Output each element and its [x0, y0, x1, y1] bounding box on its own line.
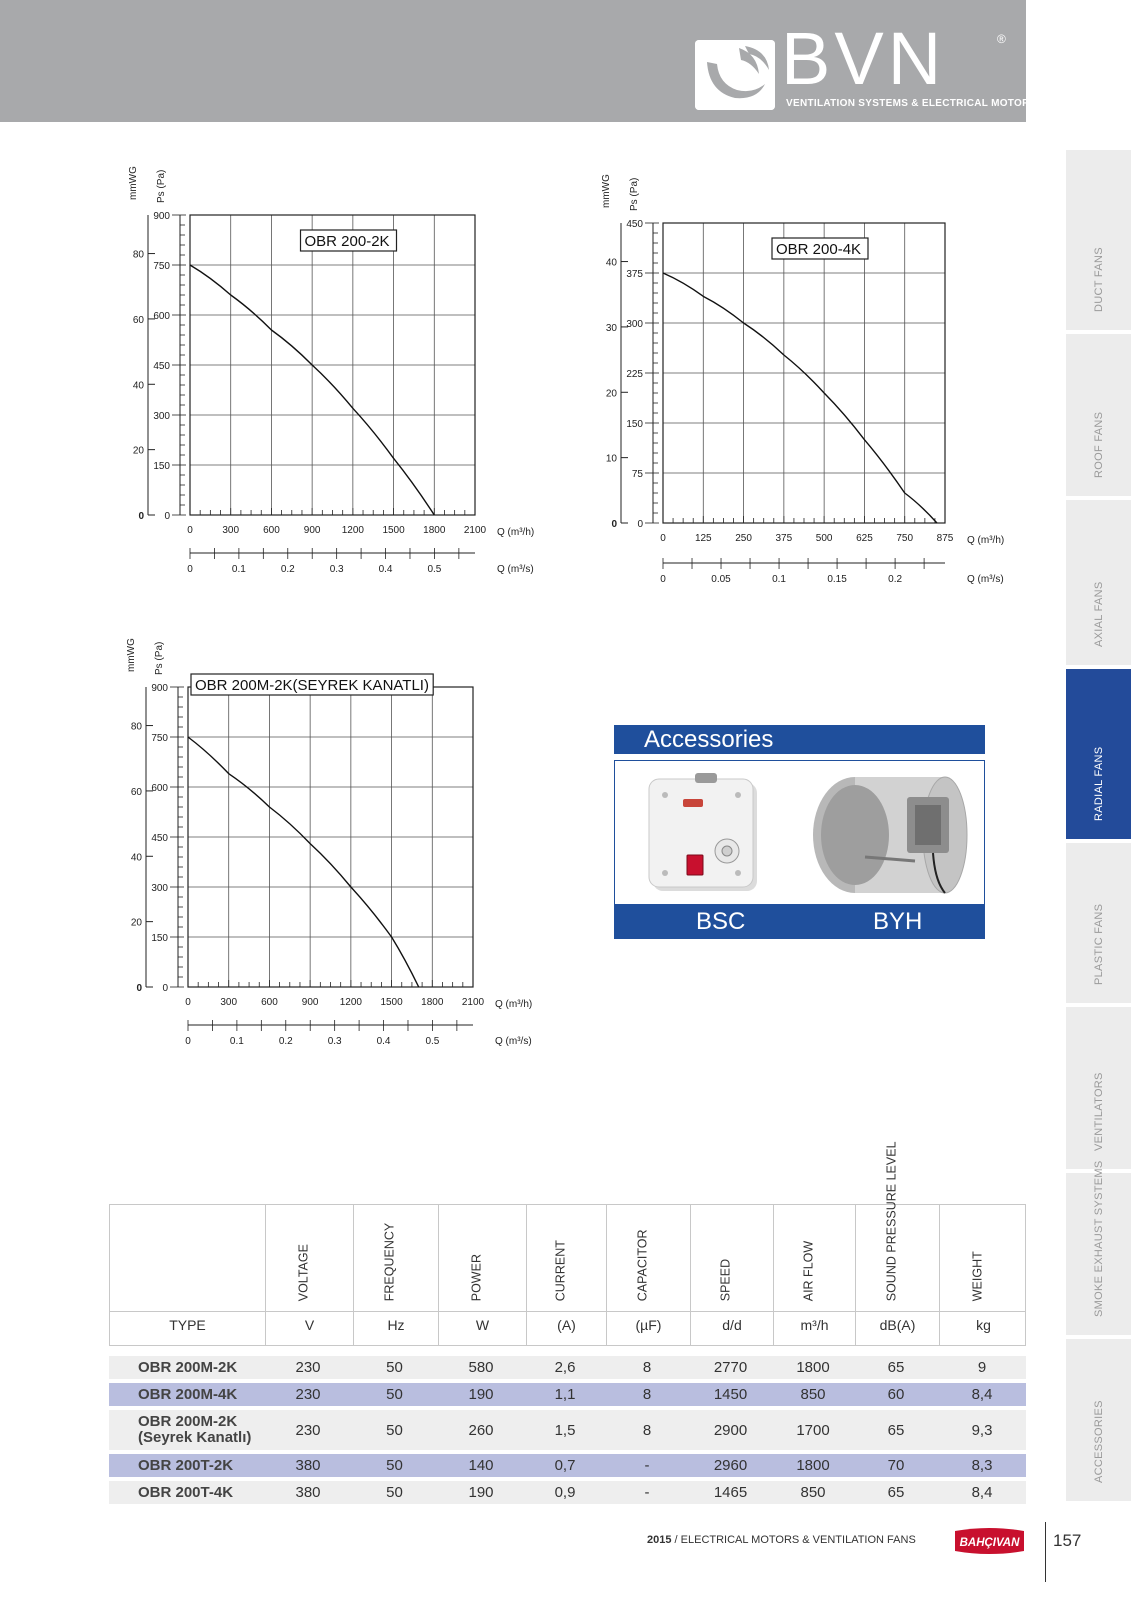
table-cell: 380: [295, 1484, 321, 1501]
row-type: OBR 200M-2K: [138, 1358, 238, 1376]
pa-tick-label: 300: [153, 411, 170, 422]
column-unit: (A): [557, 1317, 576, 1333]
table-cell: 8: [642, 1359, 652, 1376]
footer-caption: [647, 1534, 916, 1546]
table-cell: -: [644, 1484, 650, 1501]
column-label: WEIGHT: [970, 1250, 984, 1301]
table-cell: 260: [468, 1421, 494, 1439]
pa-tick-label: 0: [164, 511, 170, 522]
table-cell: 50: [386, 1359, 403, 1376]
table-cell: 65: [887, 1359, 905, 1376]
chart-obr-200-2k: [110, 160, 570, 580]
footer-separator: /: [671, 1534, 681, 1546]
mmwg-tick-label: 20: [605, 388, 617, 400]
x-tick-label: 0: [187, 525, 193, 536]
x2-axis-title: Q (m³/s): [497, 564, 534, 575]
pa-tick-label: 150: [153, 461, 170, 472]
tab-axial-fans[interactable]: AXIAL FANS: [1066, 500, 1131, 665]
footer-year: 2015: [647, 1534, 672, 1546]
bahcivan-badge: [951, 1527, 1028, 1555]
tab-plastic-fans[interactable]: PLASTIC FANS: [1066, 843, 1131, 1003]
table-cell: 850: [800, 1484, 826, 1501]
mmwg-tick-label: 40: [130, 852, 142, 864]
column-unit: V: [304, 1317, 315, 1333]
table-cell: 8,4: [971, 1386, 993, 1403]
pa-axis-title: Ps (Pa): [629, 177, 640, 211]
registered-mark: ®: [997, 32, 1006, 46]
x2-tick-label: 0.4: [376, 1036, 391, 1047]
table-row: [109, 1356, 1026, 1379]
table-cell: 0,7: [554, 1457, 576, 1474]
footer-text: ELECTRICAL MOTORS & VENTILATION FANS: [680, 1534, 916, 1546]
table-cell: 60: [887, 1386, 905, 1403]
mmwg-axis-title: mmWG: [128, 166, 139, 200]
x-tick-label: 1200: [341, 525, 364, 536]
table-cell: 9,3: [971, 1421, 993, 1439]
x2-tick-label: 0: [660, 574, 666, 585]
mmwg-tick-label: 60: [132, 314, 144, 326]
x-tick-label: 125: [694, 533, 712, 544]
accessories-title: Accessories: [614, 725, 985, 754]
mmwg-tick-label: 0: [136, 983, 142, 994]
x-tick-label: 300: [220, 997, 238, 1008]
x2-tick-label: 0: [187, 564, 193, 575]
x-tick-label: 1800: [421, 997, 444, 1008]
page-number: 157: [1053, 1531, 1082, 1550]
column-header-voltage: [265, 1205, 353, 1345]
pa-tick-label: 600: [153, 311, 170, 322]
column-unit: W: [475, 1317, 490, 1333]
table-cell: 1800: [796, 1359, 830, 1376]
chart-obr-200m-2k-seyrek: [108, 630, 568, 1050]
chart-title: OBR 200M-2K(SEYREK KANATLI): [195, 677, 429, 694]
pa-tick-label: 75: [631, 469, 643, 480]
mmwg-tick-label: 30: [605, 322, 617, 334]
column-header-frequency: [353, 1205, 438, 1345]
table-cell: 230: [295, 1421, 321, 1439]
column-header-capacitor: [606, 1205, 690, 1345]
mmwg-tick-label: 0: [611, 519, 617, 530]
x2-tick-label: 0.1: [229, 1036, 244, 1047]
table-cell: 50: [386, 1386, 403, 1403]
x-tick-label: 2100: [463, 525, 487, 536]
table-cell: 1,1: [554, 1386, 576, 1403]
column-label: CAPACITOR: [635, 1228, 649, 1301]
x-axis-title: Q (m³/h): [967, 535, 1005, 546]
table-cell: 50: [386, 1457, 403, 1474]
column-header-weight: [939, 1205, 1027, 1345]
table-cell: 2770: [713, 1359, 748, 1376]
x2-axis-title: Q (m³/s): [495, 1036, 532, 1047]
column-header-speed: [690, 1205, 773, 1345]
x2-tick-label: 0.3: [327, 1036, 342, 1047]
column-unit: d/d: [722, 1317, 742, 1333]
category-tabs: [1066, 150, 1131, 1505]
column-unit: kg: [976, 1317, 991, 1333]
chart-title: OBR 200-2K: [304, 233, 390, 250]
table-cell: 1,5: [554, 1421, 576, 1439]
x-axis-title: Q (m³/h): [497, 527, 535, 538]
column-label: POWER: [469, 1253, 483, 1301]
x-tick-label: 300: [222, 525, 240, 536]
table-cell: 1700: [796, 1421, 830, 1439]
brand-tagline: VENTILATION SYSTEMS & ELECTRICAL MOTORS: [786, 98, 1037, 109]
table-cell: 8,3: [971, 1457, 993, 1474]
column-label: VOLTAGE: [296, 1243, 310, 1301]
bsc-controller-image: [649, 773, 757, 891]
x-tick-label: 1200: [339, 997, 362, 1008]
table-cell: 850: [800, 1386, 826, 1403]
x-tick-label: 500: [815, 533, 833, 544]
table-row: [109, 1481, 1026, 1504]
table-cell: 50: [386, 1421, 403, 1439]
byh-damper-image: [813, 777, 967, 893]
mmwg-tick-label: 20: [130, 917, 142, 929]
x-tick-label: 375: [775, 533, 793, 544]
performance-curve: [188, 737, 419, 987]
table-row: [109, 1454, 1026, 1477]
pa-tick-label: 450: [151, 833, 168, 844]
mmwg-axis-title: mmWG: [601, 174, 612, 208]
x-tick-label: 1500: [382, 525, 405, 536]
table-cell: -: [644, 1457, 650, 1474]
tab-accessories[interactable]: ACCESSORIES: [1066, 1339, 1131, 1501]
chart-obr-200-4k: [585, 165, 1025, 585]
table-row: [109, 1383, 1026, 1406]
table-row: [109, 1410, 1026, 1450]
pa-tick-label: 750: [153, 261, 170, 272]
x2-tick-label: 0.5: [425, 1036, 440, 1047]
table-cell: 8: [642, 1386, 652, 1403]
footer-divider: [1045, 1522, 1046, 1582]
pa-tick-label: 300: [626, 319, 643, 330]
brand-logo: [695, 17, 1037, 114]
x-axis-title: Q (m³/h): [495, 999, 533, 1010]
pa-tick-label: 900: [151, 683, 168, 694]
x2-tick-label: 0: [185, 1036, 191, 1047]
x2-tick-label: 0.2: [280, 564, 295, 575]
table-cell: 190: [468, 1386, 494, 1403]
tab-duct-fans[interactable]: DUCT FANS: [1066, 150, 1131, 330]
mmwg-tick-label: 80: [132, 249, 144, 261]
table-cell: 1800: [796, 1457, 830, 1474]
column-header-sound-pressure-level: [855, 1140, 939, 1345]
type-header: TYPE: [169, 1317, 206, 1333]
column-unit: dB(A): [879, 1317, 916, 1333]
x-tick-label: 0: [185, 997, 191, 1008]
column-label: SPEED: [718, 1258, 733, 1301]
x2-tick-label: 0.15: [827, 574, 847, 585]
brand-mark-icon: [695, 40, 775, 110]
column-unit: Hz: [387, 1317, 405, 1333]
table-cell: 230: [295, 1359, 321, 1376]
x-tick-label: 875: [936, 533, 954, 544]
x2-tick-label: 0.3: [329, 564, 344, 575]
mmwg-tick-label: 80: [130, 721, 142, 733]
pa-tick-label: 225: [626, 369, 643, 380]
row-type: OBR 200T-2K: [138, 1456, 234, 1474]
column-label: FREQUENCY: [382, 1222, 397, 1301]
x2-axis-title: Q (m³/s): [967, 574, 1004, 585]
x2-tick-label: 0.1: [231, 564, 246, 575]
x2-tick-label: 0.2: [888, 574, 903, 585]
x-tick-label: 900: [303, 525, 321, 536]
table-cell: 580: [468, 1359, 494, 1376]
badge-text: BAHÇIVAN: [959, 1537, 1020, 1549]
mmwg-tick-label: 40: [132, 380, 144, 392]
pa-tick-label: 750: [151, 733, 168, 744]
table-cell: 1450: [713, 1386, 748, 1403]
x-tick-label: 900: [301, 997, 319, 1008]
pa-tick-label: 450: [626, 219, 643, 230]
pa-tick-label: 375: [626, 269, 643, 280]
table-cell: 230: [295, 1386, 321, 1403]
x2-tick-label: 0.1: [772, 574, 787, 585]
column-label: AIR FLOW: [801, 1240, 815, 1301]
table-cell: 50: [386, 1484, 403, 1501]
column-unit: (µF): [635, 1317, 662, 1333]
table-cell: 8,4: [971, 1484, 993, 1501]
pa-axis-title: Ps (Pa): [154, 641, 165, 675]
table-cell: 380: [295, 1457, 321, 1474]
column-header-air-flow: [773, 1205, 855, 1345]
x-tick-label: 250: [735, 533, 752, 544]
table-cell: 9: [977, 1359, 987, 1376]
table-cell: 140: [468, 1457, 494, 1474]
table-cell: 0,9: [554, 1484, 576, 1501]
pa-tick-label: 450: [153, 361, 170, 372]
x2-tick-label: 0.05: [711, 574, 731, 585]
performance-curve: [663, 273, 937, 523]
table-cell: 2900: [713, 1421, 748, 1439]
table-cell: 65: [887, 1484, 905, 1501]
x-tick-label: 1500: [380, 997, 403, 1008]
accessories-panel: [614, 725, 985, 939]
pa-tick-label: 600: [151, 783, 168, 794]
row-type: OBR 200M-2K (Seyrek Kanatlı): [138, 1413, 252, 1446]
mmwg-tick-label: 60: [130, 786, 142, 798]
x-tick-label: 750: [896, 533, 914, 544]
tab-smoke-exhaust-systems[interactable]: SMOKE EXHAUST SYSTEMS: [1066, 1173, 1131, 1335]
pa-tick-label: 150: [626, 419, 643, 430]
accessory-label-bsc: BSC: [696, 908, 746, 935]
x-tick-label: 600: [261, 997, 278, 1008]
x2-tick-label: 0.4: [378, 564, 393, 575]
spec-table-header: [109, 1140, 1026, 1346]
x-tick-label: 1800: [423, 525, 446, 536]
x-tick-label: 2100: [461, 997, 485, 1008]
table-cell: 2,6: [554, 1359, 576, 1376]
chart-title: OBR 200-4K: [776, 241, 862, 258]
mmwg-tick-label: 10: [605, 453, 617, 465]
mmwg-tick-label: 20: [132, 445, 144, 457]
row-type: OBR 200T-4K: [138, 1483, 234, 1501]
accessories-labels: [614, 905, 985, 939]
table-cell: 190: [468, 1484, 494, 1501]
pa-tick-label: 150: [151, 933, 168, 944]
tab-radial-fans[interactable]: RADIAL FANS: [1066, 669, 1131, 839]
pa-axis-title: Ps (Pa): [156, 169, 167, 203]
accessories-images: [614, 760, 985, 905]
brand-name: BVN: [781, 17, 946, 100]
type-header-cell: [110, 1205, 265, 1345]
x2-tick-label: 0.2: [278, 1036, 293, 1047]
mmwg-axis-title: mmWG: [126, 638, 137, 672]
column-label: SOUND PRESSURE LEVEL: [884, 1140, 898, 1301]
column-header-current: [526, 1205, 606, 1345]
accessory-label-byh: BYH: [873, 908, 923, 935]
tab-roof-fans[interactable]: ROOF FANS: [1066, 334, 1131, 496]
table-cell: 1465: [713, 1484, 748, 1501]
pa-tick-label: 300: [151, 883, 168, 894]
pa-tick-label: 0: [637, 519, 643, 530]
x-tick-label: 625: [856, 533, 873, 544]
mmwg-tick-label: 40: [605, 257, 617, 269]
table-cell: 8: [642, 1421, 652, 1439]
mmwg-tick-label: 0: [138, 511, 144, 522]
accessories-illustration: [615, 761, 984, 904]
x-tick-label: 600: [263, 525, 280, 536]
pa-tick-label: 900: [153, 211, 170, 222]
page-header: [0, 0, 1037, 122]
row-type: OBR 200M-4K: [138, 1385, 238, 1403]
x2-tick-label: 0.5: [427, 564, 442, 575]
column-unit: m³/h: [800, 1317, 829, 1333]
pa-tick-label: 0: [162, 983, 168, 994]
tab-ventilators[interactable]: VENTILATORS: [1066, 1007, 1131, 1169]
table-cell: 70: [887, 1457, 905, 1474]
table-cell: 2960: [713, 1457, 748, 1474]
table-cell: 65: [887, 1421, 905, 1439]
column-label: CURRENT: [553, 1239, 567, 1301]
x-tick-label: 0: [660, 533, 666, 544]
column-header-power: [438, 1205, 526, 1345]
